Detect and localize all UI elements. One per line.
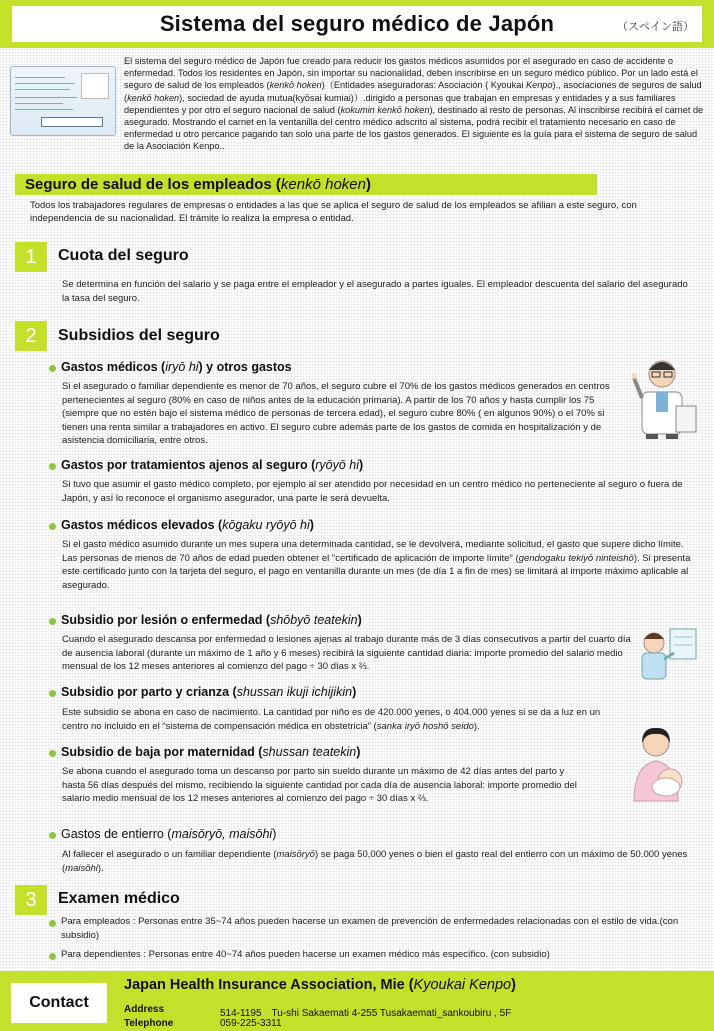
exam-item-dependents: Para dependientes : Personas entre 40~74 años pueden hacerse un examen médico más específico. (con subsidio): [61, 949, 550, 960]
bullet-dot: [49, 690, 56, 697]
insurance-card-illustration: [10, 66, 116, 136]
subsidy-text-medical: Si el asegurado o familiar dependiente es menor de 70 años, el seguro cubre el 70% de los gastos médicos generados en centros pertenecientes al seguro (80% en caso de niños antes de la educación primaria). A partir de los 70 años y hasta cumplir los 75 (siempre que no estén bajo el sistema médico de personas de tercera edad), el seguro cubre 80% ( en algunos 90%) o el 70% si tienen una renta similar a trabajadores en activo. El seguro cubre además parte de los gastos de comida en hospitalización y de asistencia domiciliaria, entre otros.: [62, 381, 610, 447]
section-3-title: Examen médico: [58, 890, 180, 907]
bullet-dot: [49, 750, 56, 757]
exam-item-employees: Para empleados : Personas entre 35~74 años pueden hacerse un examen de prevención de enfermedades relacionadas con el estilo de vida.(con subsidio): [61, 916, 679, 941]
subsidy-heading-outside: Gastos por tratamientos ajenos al seguro (ryōyō hi): [61, 458, 364, 472]
subsidy-text-childbirth: Este subsidio se abona en caso de nacimiento. La cantidad por niño es de 420.000 yenes, o 404.000 yenes si se da a luz en un centro no incluido en el “sistema de compensación médica en obstetricia” (sanka iryō hoshō seido).: [62, 707, 601, 732]
subsidy-heading-maternity: Subsidio de baja por maternidad (shussan teatekin): [61, 745, 361, 759]
title-box: [12, 6, 702, 42]
bullet-dot: [49, 365, 56, 372]
bullet-dot: [49, 953, 56, 960]
subsidy-text-high-cost: Si el gasto médico asumido durante un mes supera una determinada cantidad, se le devolverá, mediante solicitud, el gasto que supere dicho límite. Las personas de menos de 70 años de edad pueden obtener el "certificado de aplicación de importe límite" (gendogaku tekiyō ninteishō). Si presenta este certificado junto con la tarjeta del seguro, el pago en ventanilla durante un mes (de día 1 a fin de mes) se limitará al importe máximo aplicable al asegurado.: [62, 539, 691, 591]
bullet-dot: [49, 463, 56, 470]
section-number-3: 3: [15, 885, 47, 915]
telephone-value: 059-225-3311: [220, 1018, 282, 1029]
header-bar: [0, 0, 714, 48]
card-photo: [81, 73, 109, 99]
section-number-2: 2: [15, 321, 47, 351]
address-label: Address: [124, 1004, 165, 1015]
section-1-text: Se determina en función del salario y se paga entre el empleador y el asegurado a partes iguales. El empleador descuenta del salario del asegurado la tasa del seguro.: [62, 279, 688, 304]
subsidy-heading-illness: Subsidio por lesión o enfermedad (shōbyō teatekin): [61, 613, 362, 627]
subsidy-heading-high-cost: Gastos médicos elevados (kōgaku ryōyō hi): [61, 518, 314, 532]
doctor-illustration: [632, 348, 700, 440]
nurse-illustration: [634, 625, 700, 685]
mother-baby-illustration: [626, 725, 696, 807]
subsidy-heading-childbirth: Subsidio por parto y crianza (shussan ikuji ichijikin): [61, 685, 357, 699]
card-number-box: [41, 117, 103, 127]
subsidy-heading-funeral: Gastos de entierro (maisōryō, maisōhi): [61, 827, 277, 841]
telephone-label: Telephone: [124, 1018, 174, 1029]
bullet-dot: [49, 832, 56, 839]
address-value: 514-1195 Tu-shi Sakaemati 4-255 Tusakaemati_sankoubiru , 5F: [220, 1008, 512, 1019]
page-title: Sistema del seguro médico de Japón: [159, 11, 555, 36]
subsidy-text-funeral: Al fallecer el asegurado o un familiar dependiente (maisōryō) se paga 50,000 yenes o bien el gasto real del entierro con un máximo de 50.000 yenes (maisōhi).: [62, 849, 688, 874]
subsidy-text-maternity: Se abona cuando el asegurado toma un descanso por parto sin sueldo durante un máximo de 42 días antes del parto y hasta 56 días después del mismo, recibiendo la siguiente cantidad por cada día de ausencia laboral: importe promedio del salario medio mensual de los 12 meses anteriores al comienzo del pago ÷ 30 días x ⅔.: [62, 766, 577, 805]
contact-label: Contact: [11, 983, 107, 1023]
footer-contact: [0, 971, 714, 1031]
section-1-title: Cuota del seguro: [58, 247, 189, 264]
section-title: Seguro de salud de los empleados (kenkō hoken): [15, 174, 597, 195]
bullet-dot: [49, 618, 56, 625]
org-name: Japan Health Insurance Association, Mie (Kyoukai Kenpo): [124, 977, 516, 993]
section-2-title: Subsidios del seguro: [58, 327, 220, 344]
subsidy-text-illness: Cuando el asegurado descansa por enfermedad o lesiones ajenas al trabajo durante más de 3 días consecutivos a partir del cuarto día de ausencia laboral (durante un máximo de 1 año y 6 meses) recibirá la siguiente cantidad diaria: importe promedio del salario medio mensual de los 12 meses anteriores al comienzo del pago ÷ 30 días x ⅔.: [62, 634, 631, 673]
bullet-dot: [49, 920, 56, 927]
subsidy-text-outside: Si tuvo que asumir el gasto médico completo, por ejemplo al ser atendido por necesidad en un centro médico no perteneciente al seguro o fuera de Japón, y así lo reconoce el organismo asegurador, una parte le será devuelta.: [62, 479, 683, 504]
subsidy-heading-medical: Gastos médicos (iryō hi) y otros gastos: [61, 360, 292, 374]
bullet-dot: [49, 523, 56, 530]
language-note: （スペイン語）: [617, 21, 694, 33]
section-lead: Todos los trabajadores regulares de empresas o entidades a las que se aplica el seguro de salud de los empleados se afilian a este seguro, con independencia de su nacionalidad. El trámite lo realiza la empresa o entidad.: [30, 200, 637, 224]
intro-text: El sistema del seguro médico de Japón fue creado para reducir los gastos médicos asumidos por el asegurado en caso de accidente o enfermedad. Todos los residentes en Japón, sin importar su nacionalidad, deben inscribirse en un seguro médico público. Por un lado está el seguro de salud de los empleados (kenkō hoken)（Entidades aseguradoras: Asociación ( Kyoukai Kenpo)., asociaciones de seguros de salud (kenkō hoken), sociedad de ayuda mutua(kyōsai kumiai)）.dirigido a personas que trabajan en empresas y entidades y a sus familiares dependientes y por otro el seguro nacional de salud (kokumin kenkō hoken), destinado al resto de personas. Al inscribirse recibirá el carnet de asegurado. Mostrando el carnet en la ventanilla del centro médico adscrito al sistema, podrá recibir el tratamiento necesario en caso de enfermedad u otro percance pagando tan solo una parte de los gastos generados. El siguiente es la guía para el sistema de seguro de salud de la Asociación Kenpo..: [124, 56, 704, 152]
section-number-1: 1: [15, 242, 47, 272]
